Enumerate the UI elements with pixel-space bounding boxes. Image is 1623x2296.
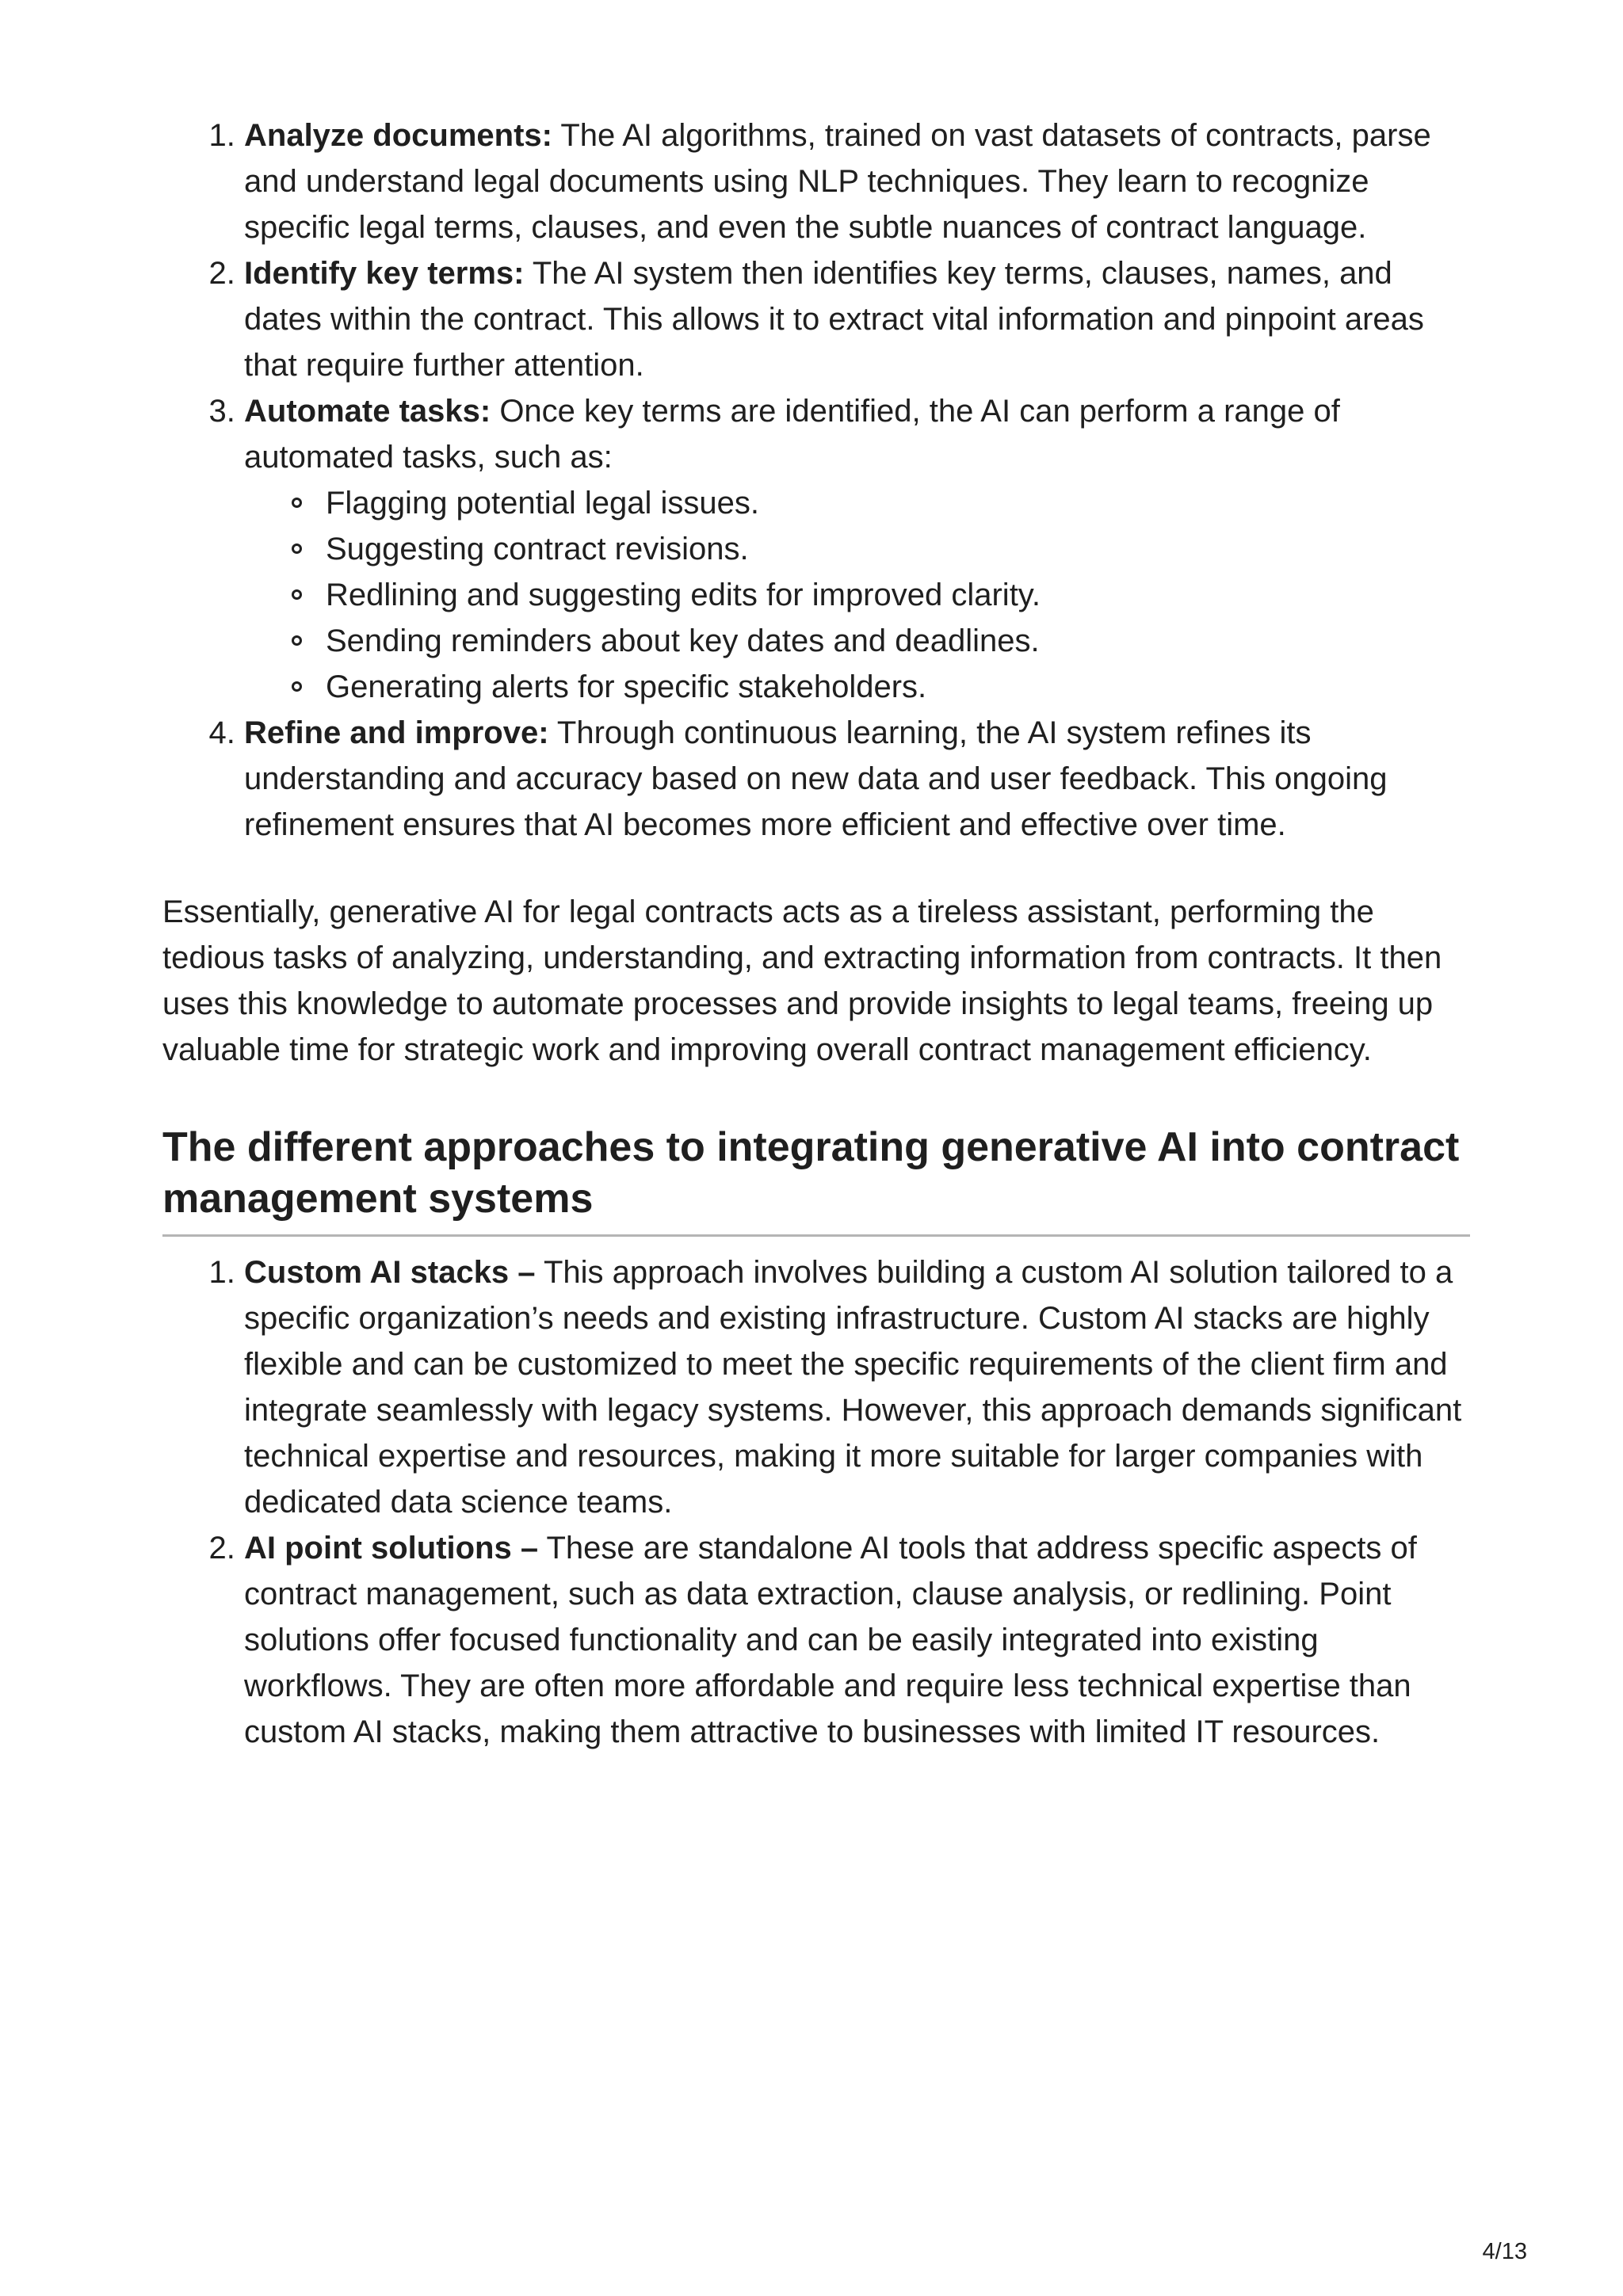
step-term: Identify key terms: — [244, 256, 525, 291]
sublist-item: Sending reminders about key dates and deadlines. — [326, 618, 1470, 664]
sublist-item: Redlining and suggesting edits for improved clarity. — [326, 572, 1470, 618]
step-term: Automate tasks: — [244, 394, 491, 429]
approach-term: AI point solutions – — [244, 1531, 539, 1566]
approaches-list — [162, 1249, 1470, 1755]
page-number: 4/13 — [1482, 2239, 1527, 2264]
approach-text: This approach involves building a custom AI solution tailored to a specific organization’s needs and existing infrastructure. Custom AI stacks are highly flexible and can be customized to meet the specific requirements of the client firm and integrate seamlessly with legacy systems. However, this approach demands significant technical expertise and resources, making it more suitable for larger companies with dedicated data science teams. — [244, 1255, 1462, 1520]
summary-paragraph: Essentially, generative AI for legal contracts acts as a tireless assistant, performing the tedious tasks of analyzing, understanding, and extracting information from contracts. It then uses this knowledge to automate processes and provide insights to legal teams, freeing up valuable time for strategic work and improving overall contract management efficiency. — [162, 894, 1442, 1067]
list-item — [244, 1525, 1470, 1755]
list-item — [244, 250, 1470, 388]
step-text: Through continuous learning, the AI system refines its understanding and accuracy based on new data and user feedback. This ongoing refinement ensures that AI becomes more efficient and effective over time. — [244, 715, 1388, 842]
automated-tasks-sublist — [244, 480, 1470, 710]
section-heading: The different approaches to integrating generative AI into contract management systems — [162, 1122, 1470, 1237]
list-item — [244, 710, 1470, 848]
step-term: Refine and improve: — [244, 715, 549, 750]
approach-term: Custom AI stacks – — [244, 1255, 536, 1290]
sublist-item: Flagging potential legal issues. — [326, 480, 1470, 526]
step-text: The AI algorithms, trained on vast datasets of contracts, parse and understand legal documents using NLP techniques. They learn to recognize specific legal terms, clauses, and even the subtle nuances of contract language. — [244, 118, 1431, 245]
step-text: The AI system then identifies key terms, clauses, names, and dates within the contract. This allows it to extract vital information and pinpoint areas that require further attention. — [244, 256, 1424, 383]
sublist-item: Generating alerts for specific stakeholders. — [326, 664, 1470, 710]
ai-process-steps-list — [162, 113, 1470, 848]
list-item — [244, 113, 1470, 250]
document-page — [162, 113, 1470, 1755]
sublist-item: Suggesting contract revisions. — [326, 526, 1470, 572]
step-text: Once key terms are identified, the AI can perform a range of automated tasks, such as: — [244, 394, 1340, 475]
list-item — [244, 1249, 1470, 1525]
step-term: Analyze documents: — [244, 118, 552, 153]
list-item — [244, 388, 1470, 710]
approach-text: These are standalone AI tools that address specific aspects of contract management, such as data extraction, clause analysis, or redlining. Point solutions offer focused functionality and can be easily integrated into existing workflows. They are often more affordable and require less technical expertise than custom AI stacks, making them attractive to businesses with limited IT resources. — [244, 1531, 1417, 1749]
